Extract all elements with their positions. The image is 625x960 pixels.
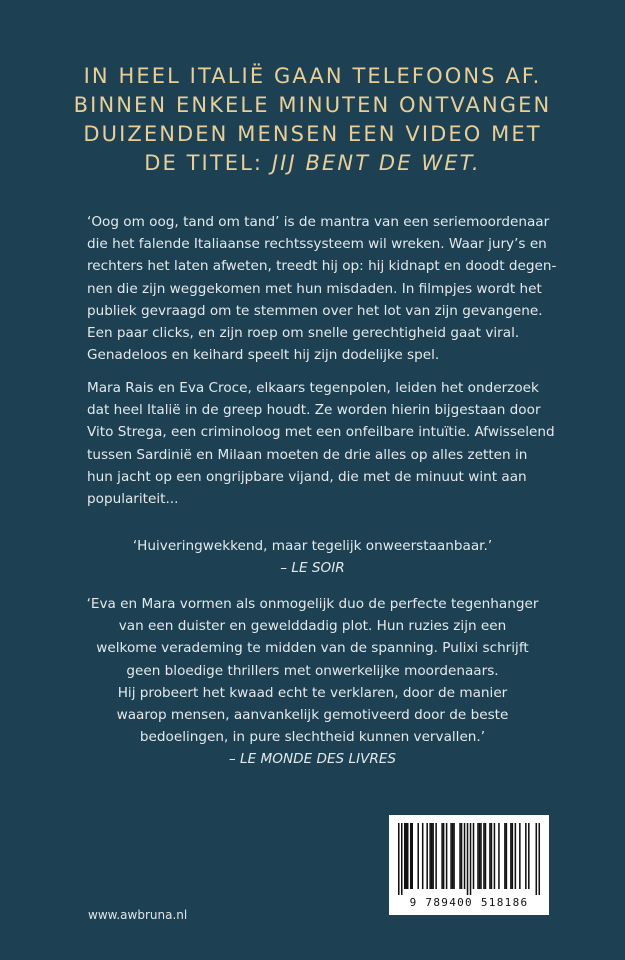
barcode-bar (519, 823, 521, 889)
barcode-bar (491, 823, 493, 889)
barcode-bar (405, 823, 407, 889)
text-line: Genadeloos en keihard speelt hij zijn dodelijke spel. (87, 347, 440, 364)
barcode-bar (443, 823, 445, 889)
review-quote-le-monde (60, 593, 565, 771)
barcode-bar (470, 823, 472, 895)
barcode-bar (528, 823, 530, 889)
barcode-bar (483, 823, 485, 889)
headline-line: BINNEN ENKELE MINUTEN ONTVANGEN (73, 93, 552, 117)
text-line: publiek gevraagd om te stemmen over het lot van zijn gevangene. (87, 302, 543, 319)
barcode-bar (453, 823, 455, 889)
quote-line: Hij probeert het kwaad echt te verklaren, door de manier (117, 684, 508, 701)
barcode-bar (510, 823, 512, 889)
barcode-bar (467, 823, 469, 895)
barcode-bar (435, 823, 437, 889)
quote-line: waarop mensen, aanvankelijk gemotiveerd door de beste (116, 707, 509, 724)
barcode-bar (489, 823, 491, 889)
barcode-bar (512, 823, 514, 889)
barcode-bar (464, 823, 466, 889)
quote-line: ‘Huiveringwekkend, maar tegelijk onweerstaanbaar.’ (132, 538, 493, 554)
barcode-bar (479, 823, 481, 889)
barcode-bar (485, 823, 487, 889)
text-line: rechters het laten afweten, treedt hij op: hij kidnapt en doodt degen- (87, 258, 557, 275)
barcode-bar (459, 823, 461, 889)
barcode-bar (477, 823, 479, 889)
barcode-bar (461, 823, 463, 889)
video-title: JIJ BENT DE WET. (271, 151, 481, 175)
text-line: hun jacht op een ongrijpbare vijand, die met de minuut wint aan (87, 468, 527, 485)
barcode-bar (426, 823, 428, 889)
text-line: Een paar clicks, en zijn roep om snelle gerechtigheid gaat viral. (87, 325, 520, 342)
synopsis-paragraph-2 (87, 377, 555, 510)
barcode-bar (473, 823, 475, 889)
headline-line-last (40, 149, 585, 178)
barcode-bar (407, 823, 409, 889)
barcode-bar (411, 823, 413, 889)
isbn-digits: 9 789400 518186 (409, 896, 529, 909)
barcode-bar (398, 823, 400, 895)
text-line: tussen Sardinië en Milaan moeten de drie alles op alles zetten in (87, 446, 528, 463)
barcode-bar (494, 823, 496, 889)
barcode-bar (504, 823, 506, 889)
text-line: ‘Oog om oog, tand om tand’ is de mantra van een seriemoordenaar (87, 214, 550, 230)
barcode-bars (398, 823, 540, 895)
barcode-bar (452, 823, 454, 889)
barcode-bar (498, 823, 500, 889)
quote-line: van een duister en gewelddadig plot. Hun ruzies zijn een (118, 618, 507, 635)
publisher-website: www.awbruna.nl (88, 908, 188, 922)
text-line: Mara Rais en Eva Croce, elkaars tegenpolen, leiden het onderzoek (87, 380, 539, 396)
barcode-bar (446, 823, 448, 889)
barcode-bar (404, 823, 406, 889)
barcode-bar (480, 823, 482, 889)
barcode-bar (432, 823, 434, 889)
barcode-bar (429, 823, 431, 889)
quote-line: welkome verademing te midden van de spanning. Pulixi schrijft (96, 640, 529, 657)
barcode-bar (506, 823, 508, 889)
barcode-bar (422, 823, 424, 889)
text-line: populariteit... (87, 491, 179, 508)
quote-line: bedoelingen, in pure slechtheid kunnen vervallen.’ (139, 729, 486, 746)
isbn-barcode (389, 815, 549, 915)
quote-line: geen bloedige thrillers met onwerkelijke moordenaars. (126, 662, 499, 679)
quote-line: ‘Eva en Mara vormen als onmogelijk duo de perfecte tegenhanger (86, 596, 539, 612)
synopsis-paragraph-1 (87, 211, 557, 366)
text-line: nen die zijn weggekomen met hun misdaden. In filmpjes wordt het (87, 280, 542, 297)
barcode-bar (431, 823, 433, 889)
text-line: die het falende Italiaanse rechtssysteem wil wreken. Waar jury’s en (87, 236, 547, 253)
barcode-bar (539, 823, 540, 895)
quote-source: – LE SOIR (280, 560, 345, 577)
barcode-bar (401, 823, 403, 895)
barcode-bar (410, 823, 412, 889)
barcode-bar (450, 823, 452, 889)
barcode-bar (417, 823, 419, 889)
headline-prefix: DE TITEL: (144, 151, 272, 175)
barcode-bar (441, 823, 443, 889)
barcode-bar (536, 823, 538, 895)
barcode-bar (515, 823, 517, 889)
barcode-bar (525, 823, 527, 889)
headline-line: DUIZENDEN MENSEN EEN VIDEO MET (83, 122, 542, 146)
quote-source: – LE MONDE DES LIVRES (228, 751, 397, 768)
headline-line: IN HEEL ITALIË GAAN TELEFOONS AF. (83, 64, 542, 88)
text-line: Vito Strega, een criminoloog met een onfeilbare intuïtie. Afwisselend (87, 424, 555, 441)
review-quote-le-soir (60, 535, 565, 579)
headline (40, 62, 585, 178)
text-line: dat heel Italië in de greep houdt. Ze worden hierin bijgestaan door (87, 402, 541, 419)
